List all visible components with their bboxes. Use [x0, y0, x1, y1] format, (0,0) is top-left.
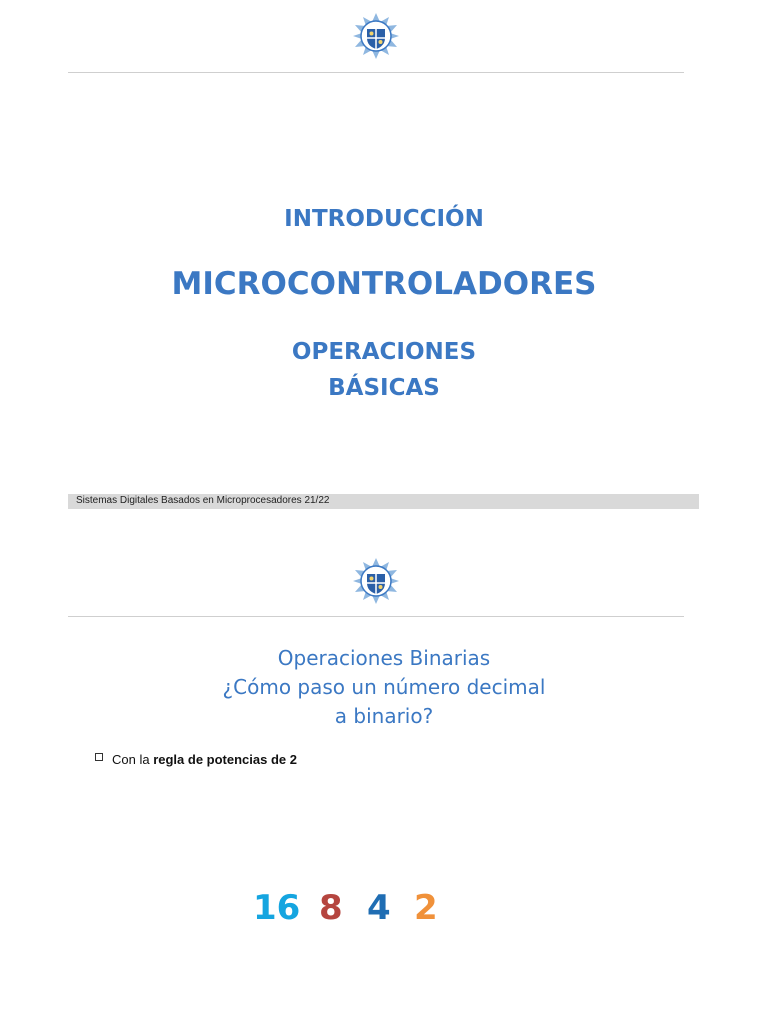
slide-binary-operations: [0, 540, 768, 1024]
subtitle: [0, 334, 768, 406]
header-divider: [68, 616, 684, 617]
power-8: 8: [319, 888, 343, 928]
header-divider: [68, 72, 684, 73]
subtitle-line2: BÁSICAS: [328, 375, 440, 401]
power-4: 4: [367, 888, 391, 928]
heading-line3: a binario?: [334, 704, 434, 728]
bullet-prefix: Con la: [112, 752, 154, 767]
bullet-item: [95, 752, 297, 767]
square-bullet-icon: [95, 753, 103, 761]
slide-title: INTRODUCCIÓN: [284, 206, 484, 232]
heading-line1: Operaciones Binarias: [277, 646, 491, 670]
footer-bar: [68, 494, 699, 509]
bullet-emphasis: regla de potencias de 2: [153, 752, 297, 767]
heading-line2: ¿Cómo paso un número decimal: [222, 675, 546, 699]
slide-heading: [0, 644, 768, 731]
university-seal-icon: [352, 12, 400, 60]
footer-course-text: Sistemas Digitales Basados en Microprocesadores 21/22: [76, 495, 330, 506]
power-2: 2: [414, 888, 438, 928]
university-seal-icon: [352, 557, 400, 605]
main-title: MICROCONTROLADORES: [171, 266, 597, 302]
powers-of-two: [0, 888, 768, 932]
power-16: 16: [253, 888, 301, 928]
subtitle-line1: OPERACIONES: [291, 339, 477, 365]
